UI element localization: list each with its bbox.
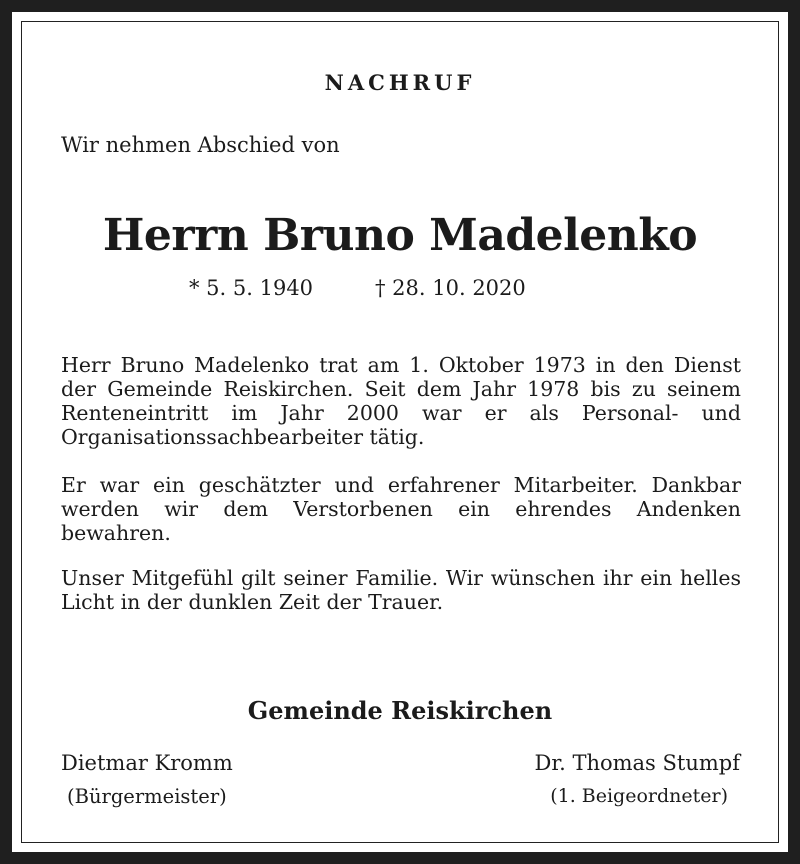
signatory-deputy-name: Dr. Thomas Stumpf <box>534 751 740 775</box>
death-date: † 28. 10. 2020 <box>375 276 526 300</box>
notice-heading: NACHRUF <box>324 70 476 95</box>
deceased-name: Herrn Bruno Madelenko <box>102 210 698 261</box>
signatory-deputy-role: (1. Beigeordneter) <box>550 785 728 807</box>
signatory-mayor-role: (Bürgermeister) <box>67 785 227 808</box>
organization-name: Gemeinde Reiskirchen <box>247 696 553 725</box>
paragraph-career: Herr Bruno Madelenko trat am 1. Oktober 1973 in den Dienst der Gemeinde Reiskirchen. Seit dem Jahr 1978 bis zu seinem Renteneintritt im Jahr 2000 war er als Personal- und Organisationssachbearbeiter tätig. <box>61 353 741 449</box>
birth-date: * 5. 5. 1940 <box>189 276 314 300</box>
paragraph-condolence: Unser Mitgefühl gilt seiner Familie. Wir wünschen ihr ein helles Licht in der dunklen Zeit der Trauer. <box>61 566 741 614</box>
intro-line: Wir nehmen Abschied von <box>61 133 340 157</box>
paragraph-gratitude: Er war ein geschätzter und erfahrener Mitarbeiter. Dankbar werden wir dem Verstorbenen ein ehrendes Andenken bewahren. <box>61 473 741 545</box>
signatory-mayor-name: Dietmar Kromm <box>61 751 233 775</box>
obituary-notice <box>12 12 788 852</box>
